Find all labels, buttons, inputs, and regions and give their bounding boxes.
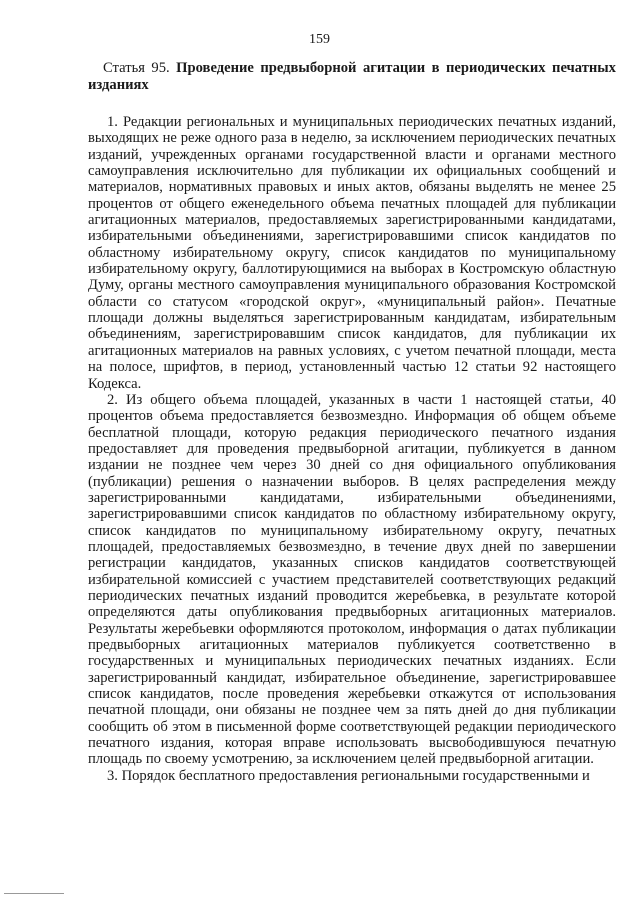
article-body bbox=[88, 114, 616, 784]
paragraph-1: 1. Редакции региональных и муниципальных периодических печатных изданий, выходящих не реже одного раза в неделю, за исключением периодических печатных изданий, учрежденных органами государственной власти и органами местного самоуправления исключительно для публикации их официальных сообщений и материалов, нормативных правовых и иных актов, обязаны выделять не менее 25 процентов от общего еженедельного объема печатных площадей для публикации агитационных материалов, предоставляемых зарегистрированными кандидатами, избирательными объединениями, зарегистрировавшими список кандидатов по областному избирательному округу, список кандидатов по муниципальному избирательному округу, баллотирующимися на выборах в Костромскую областную Думу, органы местного самоуправления муниципального образования Костромской области со статусом «городской округ», «муниципальный район». Печатные площади должны выделяться зарегистрированным кандидатам, избирательным объединениям, зарегистрировавшим список кандидатов, для публикации их агитационных материалов на равных условиях, с учетом печатной площади, места на полосе, шрифтов, в период, установленный частью 12 статьи 92 настоящего Кодекса. bbox=[88, 114, 616, 392]
footnote-divider bbox=[4, 893, 64, 894]
article-title: Проведение предвыборной агитации в периодических печатных изданиях bbox=[88, 60, 616, 93]
paragraph-2: 2. Из общего объема площадей, указанных в части 1 настоящей статьи, 40 процентов объема предоставляется безвозмездно. Информация об общем объеме бесплатной площади, которую редакция периодического печатного издания предоставляет для проведения предвыборной агитации, публикуется в данном издании не позднее чем через 30 дней со дня официального опубликования (публикации) решения о назначении выборов. В целях распределения между зарегистрированными кандидатами, избирательными объединениями, зарегистрировавшими список кандидатов по областному избирательному округу, список кандидатов по муниципальному избирательному округу, печатных площадей, предоставляемых безвозмездно, в течение двух дней по завершении регистрации кандидатов, указанных списков кандидатов соответствующей избирательной комиссией с участием представителей соответствующих редакций периодических печатных изданий проводится жеребьевка, в результате которой определяются даты опубликования предвыборных агитационных материалов. Результаты жеребьевки оформляются протоколом, информация о датах публикации предвыборных агитационных материалов публикуется соответственно в государственных и муниципальных периодических печатных изданиях. Если зарегистрированный кандидат, избирательное объединение, зарегистрировавшее список кандидатов, после проведения жеребьевки откажутся от использования печатной площади, они обязаны не позднее чем за пять дней до дня публикации сообщить об этом в письменной форме соответствующей редакции периодического печатного издания, которая вправе использовать высвободившуюся печатную площадь по своему усмотрению, за исключением целей предвыборной агитации. bbox=[88, 391, 616, 768]
article-heading bbox=[88, 60, 616, 93]
page-number: 159 bbox=[309, 32, 330, 47]
article-number: Статья 95. bbox=[103, 60, 170, 76]
paragraph-3: 3. Порядок бесплатного предоставления региональными государственными и bbox=[107, 767, 590, 784]
